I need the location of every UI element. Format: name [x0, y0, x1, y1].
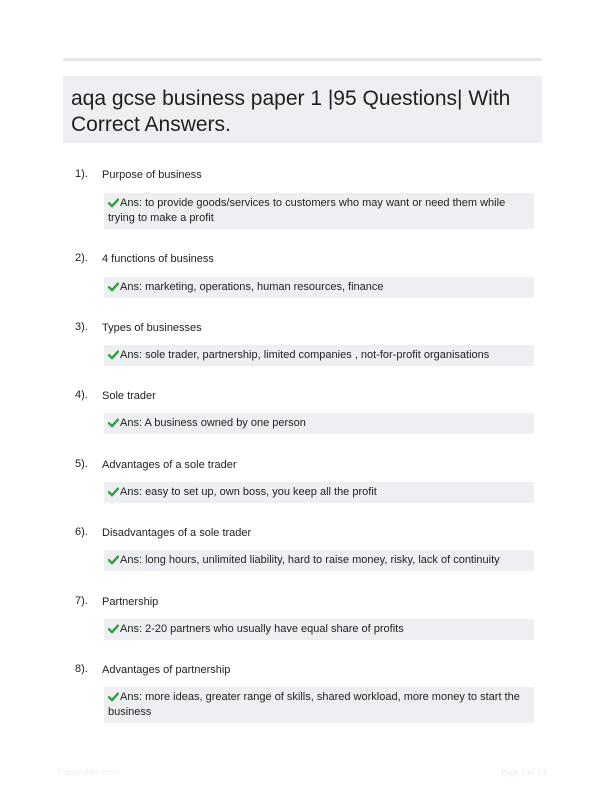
answer-text: Ans: to provide goods/services to customers who may want or need them while trying to make a profit — [108, 197, 506, 224]
question-number: 2). — [75, 252, 88, 264]
check-icon — [108, 624, 120, 634]
answer-box — [104, 345, 534, 366]
question-number: 8). — [75, 663, 88, 675]
question-text: Disadvantages of a sole trader — [102, 527, 252, 539]
answer-box — [104, 619, 534, 640]
answer-box — [104, 687, 534, 723]
check-icon — [108, 487, 120, 497]
answer-text: Ans: 2-20 partners who usually have equal share of profits — [120, 623, 404, 635]
question-text: Advantages of partnership — [102, 664, 231, 676]
question-text: Sole trader — [102, 390, 156, 402]
answer-text: Ans: marketing, operations, human resources, finance — [120, 281, 384, 293]
question-text: Purpose of business — [102, 169, 202, 181]
question-text: Partnership — [102, 596, 159, 608]
check-icon — [108, 692, 120, 702]
top-divider — [63, 58, 542, 61]
question-number: 6). — [75, 526, 88, 538]
check-icon — [108, 555, 120, 565]
document-title: aqa gcse business paper 1 |95 Questions| With Correct Answers. — [71, 87, 511, 136]
answer-text: Ans: more ideas, greater range of skills, shared workload, more money to start the business — [108, 691, 520, 718]
question-number: 1). — [75, 168, 88, 180]
question-text: 4 functions of business — [102, 253, 214, 265]
question-number: 3). — [75, 321, 88, 333]
answer-box — [104, 482, 534, 503]
check-icon — [108, 418, 120, 428]
answer-box — [104, 277, 534, 298]
question-number: 4). — [75, 389, 88, 401]
question-number: 5). — [75, 458, 88, 470]
answer-box — [104, 413, 534, 434]
answer-text: Ans: long hours, unlimited liability, hard to raise money, risky, lack of continuity — [120, 554, 500, 566]
check-icon — [108, 198, 120, 208]
question-number: 7). — [75, 595, 88, 607]
answer-box — [104, 550, 534, 571]
answer-text: Ans: sole trader, partnership, limited companies , not-for-profit organisations — [120, 349, 490, 361]
answer-text: Ans: A business owned by one person — [120, 417, 306, 429]
question-text: Types of businesses — [102, 322, 202, 334]
check-icon — [108, 282, 120, 292]
page-number: Page 1 of 13 — [501, 767, 547, 777]
answer-text: Ans: easy to set up, own boss, you keep all the profit — [120, 486, 377, 498]
answer-box — [104, 193, 534, 229]
title-box — [63, 76, 542, 143]
footer-watermark: Papersblic.com — [58, 767, 120, 777]
check-icon — [108, 350, 120, 360]
question-text: Advantages of a sole trader — [102, 459, 237, 471]
